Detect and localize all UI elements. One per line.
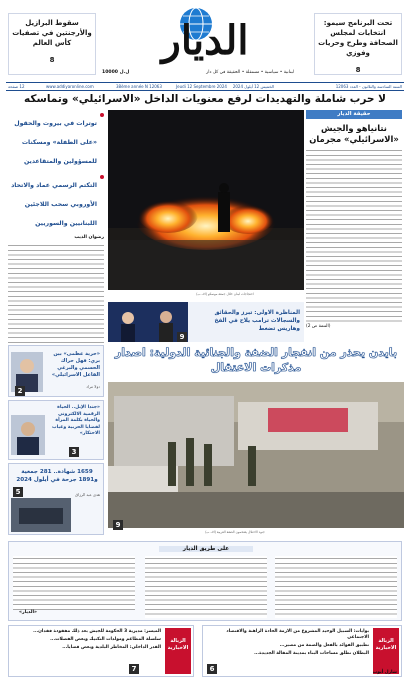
logo: الديار	[161, 17, 249, 64]
editorial-kicker: حقيقة الديار	[306, 110, 402, 119]
bottom-box-col	[145, 556, 267, 618]
second-photo-page[interactable]: 9	[113, 520, 123, 530]
side-item-page[interactable]: 2	[15, 386, 25, 396]
news-item: الميسر: مديرية 3 الحكومة للجيش بعد ذلك مفقودة فقدان...	[33, 629, 161, 634]
issue-en: 38ème année N 12063	[116, 83, 162, 89]
bullet-text: توترات في بيروت والحقول «على الطفلة» ومسكنات للمسؤولين والمتقاعدين	[14, 120, 97, 165]
side-item-title: «حرية عظمى» بين بري: فهل حراك الحسمي والبرغي الفاعل الاسرائيلي»	[51, 351, 100, 378]
bottom-right-label: الزبالة الاخبارية	[373, 628, 399, 674]
side-item-author: هدى عبد الرزاق	[75, 492, 100, 497]
bottom-right-page[interactable]: 6	[207, 664, 217, 674]
side-item-page[interactable]: 3	[69, 447, 79, 457]
bottom-left-panel[interactable]	[8, 625, 194, 677]
lead-photo	[108, 110, 304, 290]
bullet-list	[8, 110, 104, 229]
news-item: بوايات: السبيل الوحيد المشروع من الازمة الحادة الراهنة والاقتصاد الاجتماعي	[226, 629, 369, 640]
bullet-item	[8, 172, 104, 229]
news-item: البطلان تطلق مساحات البناء بمدينة المقالة الجديدة...	[254, 651, 369, 656]
logo-area	[100, 4, 310, 70]
left-teaser-text: سقوط البرازيل والأرجنتين في تصفيات كأس العالم	[12, 19, 92, 47]
tv-story-photo	[108, 302, 188, 342]
slogan: لبنانية • سياسية • مستقلة • الحقيقة في كل دار	[206, 70, 294, 75]
right-teaser-page: 8	[355, 66, 361, 74]
bottom-editorial-box[interactable]	[8, 541, 402, 621]
bullet-dot	[100, 175, 104, 179]
bottom-right-panel[interactable]	[202, 625, 402, 677]
tv-story[interactable]	[108, 302, 304, 342]
lead-author: رضوان الذيب	[74, 235, 104, 240]
bottom-left-items	[27, 629, 161, 651]
lead-story[interactable]	[8, 110, 104, 338]
right-teaser[interactable]	[314, 13, 402, 75]
bottom-box-title: على طريق الديار	[159, 546, 253, 552]
bottom-box-signature: «الديار»	[19, 610, 37, 615]
bottom-left-label: الزبالة الاخبارية	[165, 628, 191, 674]
side-item[interactable]	[8, 345, 104, 397]
page-count: 12 صفحة	[8, 83, 25, 89]
bottom-right-items	[219, 629, 369, 657]
tv-story-text: المناظرة الاولى: تبرز والحقائق والسجالات ترامب يلاح في الفخ وهاريس تضغط	[214, 310, 300, 332]
editorial-title: نتانياهو والجيش «الاسرائيلي» مجرمان	[309, 123, 399, 144]
side-item-title: 1659 شهادة.. 281 جمعية و1891 جرحة في أيلول 2024	[16, 469, 98, 483]
left-teaser-page: 8	[49, 56, 55, 64]
tv-story-page[interactable]: 9	[177, 332, 187, 342]
photo-caption: احتجاجات لبنان خلال جمعة موسكو (اف ب)	[196, 292, 254, 296]
side-item-title: «جندا الإبل.. الحياة الرقمية الالكتروني والحياة بكلمة المرأة لقضايا الحزبية وغياب الاحتكار»	[52, 405, 100, 437]
second-photo-caption: جنود الاحتلال يقتحمون الضفة الغربية (اف ب)	[205, 530, 265, 534]
news-item: تطبيق الفوائد بالفعل والضمة من مصير...	[279, 643, 369, 648]
side-item-photo	[11, 498, 71, 532]
website-link[interactable]: www.addiyaronline.com	[46, 83, 94, 89]
side-item-page[interactable]: 5	[13, 487, 23, 497]
bottom-right-signature: شارل أيوب	[372, 670, 397, 675]
right-teaser-text: تحت البرنامج سيمو: انتخابات لمجلس الصحافة وطرح وحريات وفوزي	[318, 19, 398, 57]
left-teaser[interactable]	[8, 13, 96, 75]
side-item-photo	[11, 415, 45, 455]
info-line: السنة السادسة والثلاثون - العدد 12063	[335, 83, 402, 89]
editorial-more[interactable]: (التتمة ص 2)	[306, 324, 331, 329]
side-item[interactable]	[8, 400, 104, 460]
date-ar: الخميس 12 أيلول 2024	[232, 83, 274, 89]
bullet-text: التكتم الرسمي عماد والاتحاد الأوروبي سحب اللاجئين اللبنانيين والسوريين	[11, 182, 97, 227]
news-item: القدر الداخلي: المخاطر البلدية وبعض قضايا...	[62, 645, 161, 650]
second-photo	[108, 382, 404, 528]
price: 10000 ل.ل	[102, 70, 130, 75]
side-item[interactable]	[8, 463, 104, 535]
date-fr: Jeudi 12 Septembre 2024	[176, 83, 227, 89]
masthead-sub	[100, 70, 310, 78]
info-bar	[6, 82, 404, 91]
bottom-box-col	[13, 556, 135, 610]
lead-body-text	[8, 243, 104, 361]
bottom-left-page[interactable]: 7	[129, 664, 139, 674]
bottom-box-col	[275, 556, 397, 618]
side-item-author: دولا مراد	[86, 384, 100, 389]
bullet-dot	[100, 113, 104, 117]
second-headline[interactable]: بايدن يحذر من انفجار الضفة والجنائية الدولية: اصدار مذكرات الاعتقال	[114, 346, 398, 374]
main-headline[interactable]: لا حرب شاملة والتهديدات لرفع معنويات الداخل «الاسرائيلي» وتماسكه	[24, 93, 386, 105]
editorial[interactable]	[306, 110, 402, 338]
news-item: سلسلة المطاعم ومولدات التكتيك وبعض الفضلات...	[50, 637, 161, 642]
bullet-item	[8, 110, 104, 167]
editorial-body-text	[306, 148, 402, 324]
